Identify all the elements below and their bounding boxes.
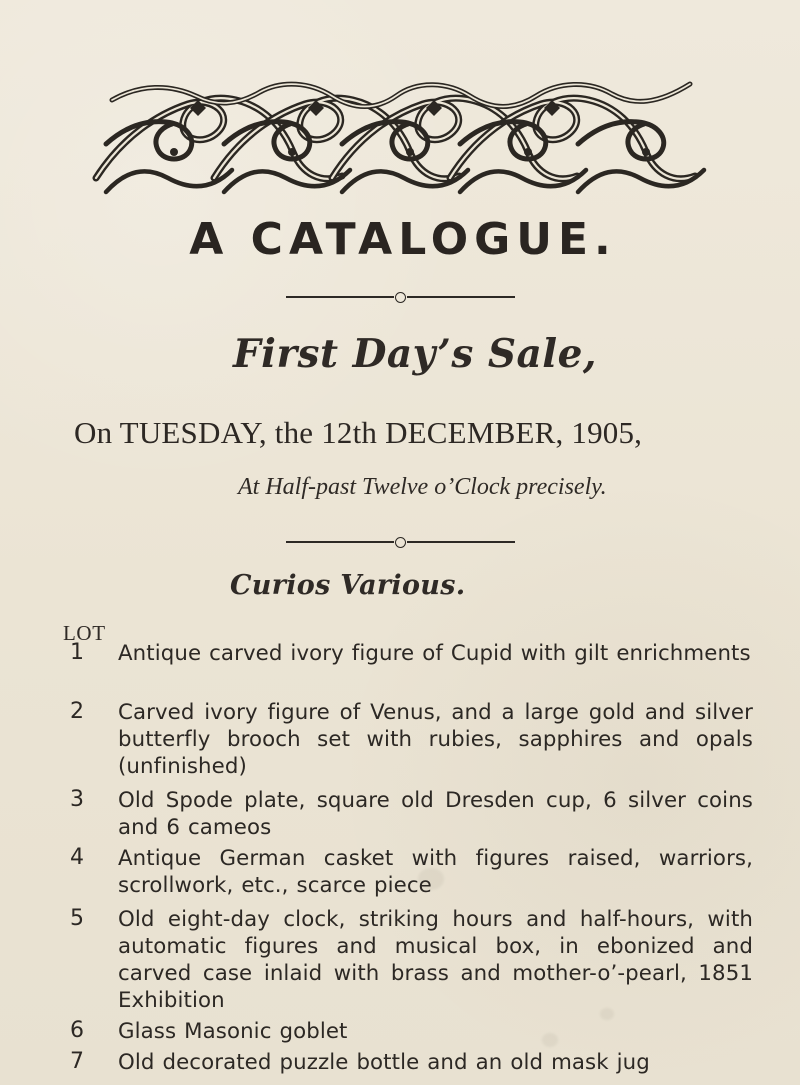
lot-description: Glass Masonic goblet (118, 1019, 348, 1044)
lot-item (68, 906, 768, 1013)
lot-description: Old Spode plate, square old Dresden cup, 6 silver coins and 6 cameos (118, 788, 753, 840)
lot-number: 3 (70, 787, 84, 812)
sale-title: First Day’s Sale, (232, 331, 598, 377)
lot-description: Old decorated puzzle bottle and an old mask jug (118, 1050, 650, 1075)
lot-item (68, 845, 768, 898)
catalogue-title: A CATALOGUE. (189, 214, 617, 265)
sale-date-line: On TUESDAY, the 12th DECEMBER, 1905, (74, 415, 643, 450)
lot-number: 1 (70, 640, 84, 665)
lot-column-label: LOT (63, 621, 106, 645)
lot-description: Antique German casket with figures raised, warriors, scrollwork, etc., scarce piece (118, 846, 753, 898)
lot-description: Carved ivory figure of Venus, and a large gold and silver butterfly brooch set with rubies, sapphires and opals (unfinished) (118, 700, 753, 779)
lot-item (68, 640, 768, 670)
lot-item (68, 787, 768, 840)
lot-description: Antique carved ivory figure of Cupid with gilt enrichments (118, 641, 751, 666)
sale-time-line: At Half-past Twelve o’Clock precisely. (238, 474, 607, 500)
lot-item (68, 699, 768, 779)
lot-item (68, 1018, 768, 1048)
lot-number: 4 (70, 845, 84, 870)
lot-number: 7 (70, 1049, 84, 1074)
lot-description: Old eight-day clock, striking hours and half-hours, with automatic figures and musical box, in ebonized and carved case inlaid with brass and mother-o’-pearl, 1851 Exhibition (118, 907, 753, 1013)
lot-number: 6 (70, 1018, 84, 1043)
lot-number: 5 (70, 906, 84, 931)
lot-number: 2 (70, 699, 84, 724)
lot-item (68, 1049, 768, 1079)
section-title: Curios Various. (230, 570, 466, 601)
